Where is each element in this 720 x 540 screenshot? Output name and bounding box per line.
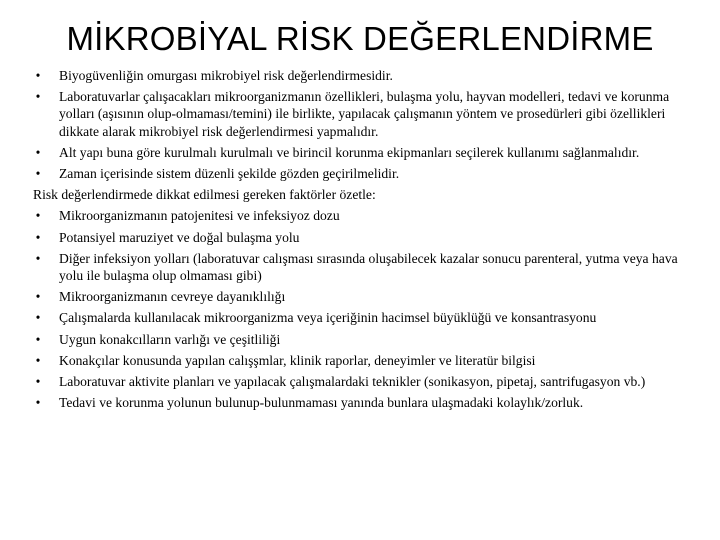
intro-item-text: Laboratuvarlar çalışacakları mikroorganizmanın özellikleri, bulaşma yolu, hayvan modelleri, tedavi ve korunma yolları (aşısının olup-olmaması/temini) ile birlikte, yapılacak çalışmanın yöntem ve prosedürleri gibi özellikleri dikkate alarak mikrobiyel risk değerlendirmesi yapmalıdır. <box>59 89 670 139</box>
bullet-icon: • <box>35 208 41 224</box>
factor-item-3 <box>33 250 693 284</box>
bullet-icon: • <box>35 166 41 182</box>
factor-item-6 <box>33 331 693 348</box>
bullet-icon: • <box>35 250 41 266</box>
factors-heading: Risk değerlendirmede dikkat edilmesi gereken faktörler özetle: <box>33 187 376 203</box>
bullet-icon: • <box>35 352 41 368</box>
bullet-icon: • <box>35 395 41 411</box>
intro-item-2 <box>33 88 693 140</box>
factor-item-4 <box>33 288 693 305</box>
bullet-icon: • <box>35 331 41 347</box>
factor-item-5 <box>33 309 693 326</box>
factor-item-1 <box>33 207 693 224</box>
slide-title: MİKROBİYAL RİSK DEĞERLENDİRME <box>66 20 654 57</box>
bullet-icon: • <box>35 68 41 83</box>
factor-item-2 <box>33 229 693 246</box>
intro-item-4 <box>33 165 693 182</box>
factor-item-text: Potansiyel maruziyet ve doğal bulaşma yolu <box>59 229 300 245</box>
factor-item-text: Laboratuvar aktivite planları ve yapılacak çalışmalardaki teknikler (sonikasyon, pipetaj, santrifugasyon vb.) <box>59 374 646 390</box>
factor-item-text: Konakçılar konusunda yapılan calışşmlar, klinik raporlar, deneyimler ve literatür bilgisi <box>59 352 536 368</box>
bullet-icon: • <box>35 89 41 105</box>
bullet-icon: • <box>35 374 41 390</box>
factor-item-7 <box>33 352 693 369</box>
factor-item-text: Tedavi ve korunma yolunun bulunup-bulunmaması yanında bunlara ulaşmadaki kolaylık/zorluk. <box>59 395 584 411</box>
factor-item-text: Diğer infeksiyon yolları (laboratuvar calışması sırasında oluşabilecek kazalar sonucu parenteral, yutma veya hava yolu ile bulaşma olup olmaması gibi) <box>59 250 678 284</box>
factor-item-text: Mikroorganizmanın patojenitesi ve infeksiyoz dozu <box>59 208 340 224</box>
factor-item-text: Uygun konakcılların varlığı ve çeşitliliği <box>59 331 281 347</box>
factor-item-text: Mikroorganizmanın cevreye dayanıklılığı <box>59 289 286 305</box>
slide-content <box>33 67 693 411</box>
bullet-icon: • <box>35 229 41 245</box>
bullet-icon: • <box>35 310 41 326</box>
intro-item-1 <box>33 67 693 84</box>
factor-item-9 <box>33 394 693 411</box>
intro-item-3 <box>33 144 693 161</box>
factor-item-text: Çalışmalarda kullanılacak mikroorganizma veya içeriğinin hacimsel büyüklüğü ve konsantrasyonu <box>59 310 597 326</box>
intro-item-text: Biyogüvenliğin omurgası mikrobiyel risk değerlendirmesidir. <box>59 68 393 83</box>
intro-item-text: Alt yapı buna göre kurulmalı kurulmalı ve birincil korunma ekipmanları seçilerek kullanımı sağlanmalıdır. <box>59 144 640 160</box>
bullet-icon: • <box>35 289 41 305</box>
factor-item-8 <box>33 373 693 390</box>
intro-item-text: Zaman içerisinde sistem düzenli şekilde gözden geçirilmelidir. <box>59 166 400 182</box>
bullet-icon: • <box>35 144 41 160</box>
